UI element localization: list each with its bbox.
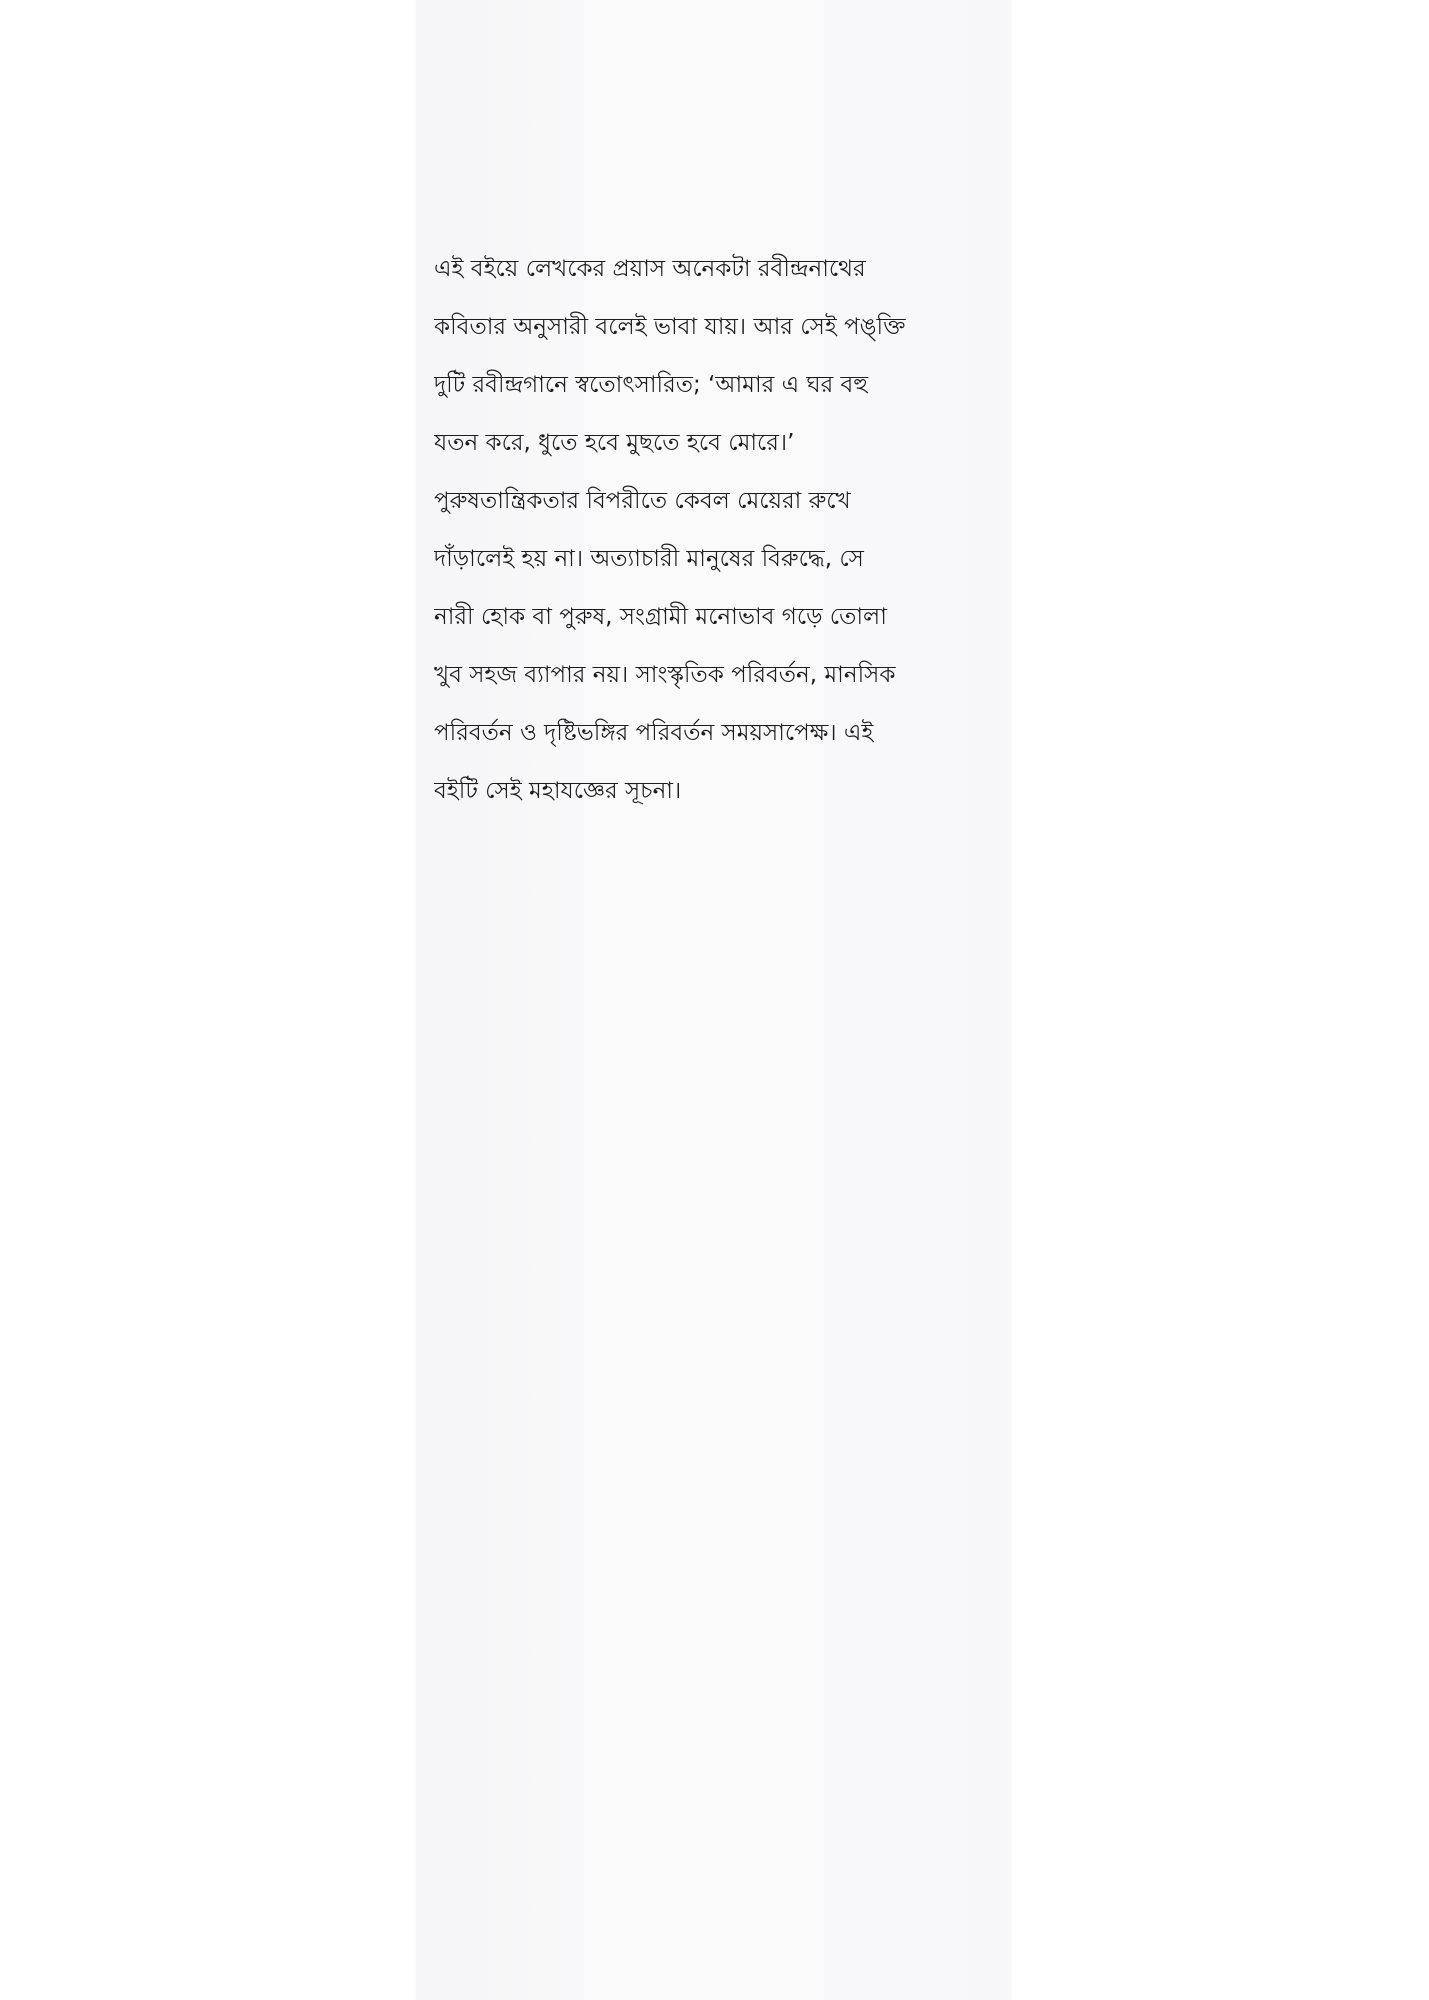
- blurb-line: কবিতার অনুসারী বলেই ভাবা যায়। আর সেই পঙ্‌ক্তি: [434, 314, 906, 340]
- blurb-line: এই বইয়ে লেখকের প্রয়াস অনেকটা রবীন্দ্রনাথের: [434, 256, 866, 282]
- flap-blurb: [434, 240, 994, 820]
- blurb-line: যতন করে, ধুতে হবে মুছতে হবে মোরে।’: [434, 430, 795, 456]
- blurb-line: দুটি রবীন্দ্রগানে স্বতোৎসারিত; ‘আমার এ ঘর বহু: [434, 372, 869, 398]
- blurb-line: পুরুষতান্ত্রিকতার বিপরীতে কেবল মেয়েরা রুখে: [434, 488, 851, 514]
- blurb-line: পরিবর্তন ও দৃষ্টিভঙ্গির পরিবর্তন সময়সাপেক্ষ। এই: [434, 720, 874, 746]
- blurb-line: খুব সহজ ব্যাপার নয়। সাংস্কৃতিক পরিবর্তন, মানসিক: [434, 662, 896, 688]
- blurb-line: বইটি সেই মহাযজ্ঞের সূচনা।: [434, 778, 682, 804]
- blurb-line: নারী হোক বা পুরুষ, সংগ্রামী মনোভাব গড়ে তোলা: [434, 604, 887, 630]
- blurb-line: দাঁড়ালেই হয় না। অত্যাচারী মানুষের বিরুদ্ধে, সে: [434, 546, 864, 572]
